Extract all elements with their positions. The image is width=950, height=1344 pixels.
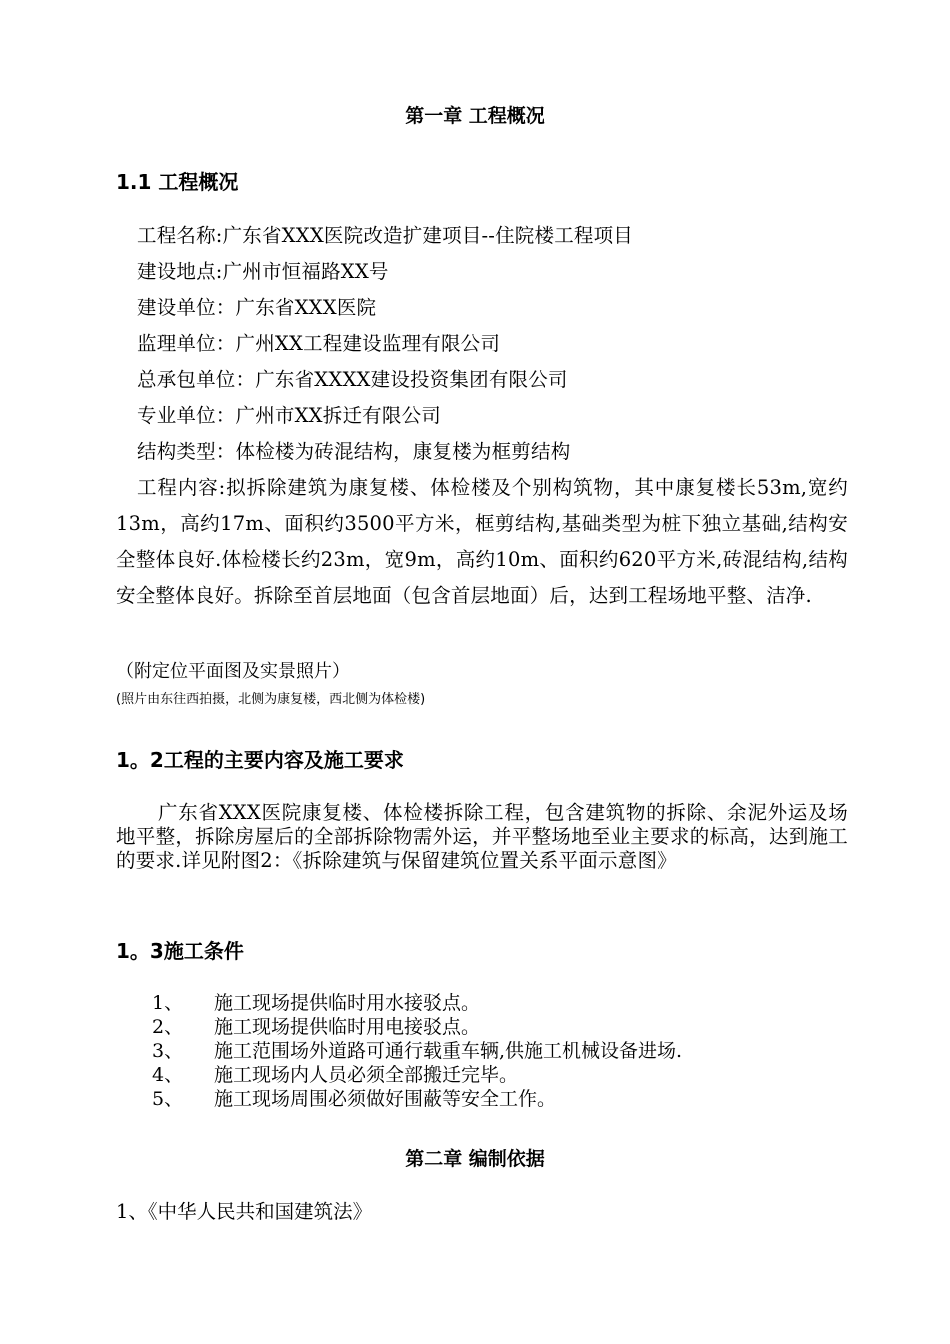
photo-note: (照片由东往西拍摄，北侧为康复楼，西北侧为体检楼) [116,692,426,707]
list-item-text: 施工现场提供临时用水接驳点。 [214,992,481,1014]
list-item [152,1039,682,1063]
section-1-2-body: 广东省XXX医院康复楼、体检楼拆除工程，包含建筑物的拆除、余泥外运及场地平整，拆除房屋后的全部拆除物需外运，并平整场地至业主要求的标高，达到施工的要求.详见附图2：《拆除建筑与保留建筑位置关系平面示意图》 [116,801,848,872]
list-item-text: 施工现场周围必须做好围蔽等安全工作。 [214,1088,557,1110]
field-location: 建设地点:广州市恒福路XX号 [137,260,389,283]
section-1-3-heading: 1。3施工条件 [116,939,244,963]
list-item-number: 5、 [152,1088,184,1110]
conditions-list [152,991,682,1111]
list-item [152,1087,682,1111]
field-specialist: 专业单位：广州市XX拆迁有限公司 [137,404,441,427]
list-item-number: 2、 [152,1016,184,1038]
chapter-1-title: 第一章 工程概况 [405,105,545,127]
field-structure-type: 结构类型：体检楼为砖混结构，康复楼为框剪结构 [137,440,571,463]
list-item-number: 4、 [152,1064,184,1086]
field-project-content: 工程内容:拟拆除建筑为康复楼、体检楼及个别构筑物，其中康复楼长53m,宽约13m，高约17m、面积约3500平方米，框剪结构,基础类型为桩下独立基础,结构安全整体良好.体检楼长约23m，宽9m，高约10m、面积约620平方米,砖混结构,结构安全整体良好。拆除至首层地面（包含首层地面）后，达到工程场地平整、洁净. [116,476,848,607]
list-item [152,1015,682,1039]
list-item [152,991,682,1015]
field-general-contractor: 总承包单位：广东省XXXX建设投资集团有限公司 [137,368,568,391]
section-1-2-heading: 1。2工程的主要内容及施工要求 [116,748,404,772]
list-item-number: 1、 [152,992,184,1014]
list-item [152,1063,682,1087]
list-item-number: 3、 [152,1040,184,1062]
reference-item: 1、《中华人民共和国建筑法》 [116,1200,373,1223]
attachment-note: （附定位平面图及实景照片） [116,661,350,682]
chapter-2-title: 第二章 编制依据 [405,1148,545,1170]
list-item-text: 施工范围场外道路可通行载重车辆,供施工机械设备进场. [214,1040,683,1062]
field-project-name: 工程名称:广东省XXX医院改造扩建项目--住院楼工程项目 [137,224,633,247]
field-supervisor: 监理单位：广州XX工程建设监理有限公司 [137,332,501,355]
section-1-1-heading: 1.1 工程概况 [116,170,239,194]
list-item-text: 施工现场提供临时用电接驳点。 [214,1016,481,1038]
list-item-text: 施工现场内人员必须全部搬迁完毕。 [214,1064,519,1086]
field-owner: 建设单位：广东省XXX医院 [137,296,377,319]
